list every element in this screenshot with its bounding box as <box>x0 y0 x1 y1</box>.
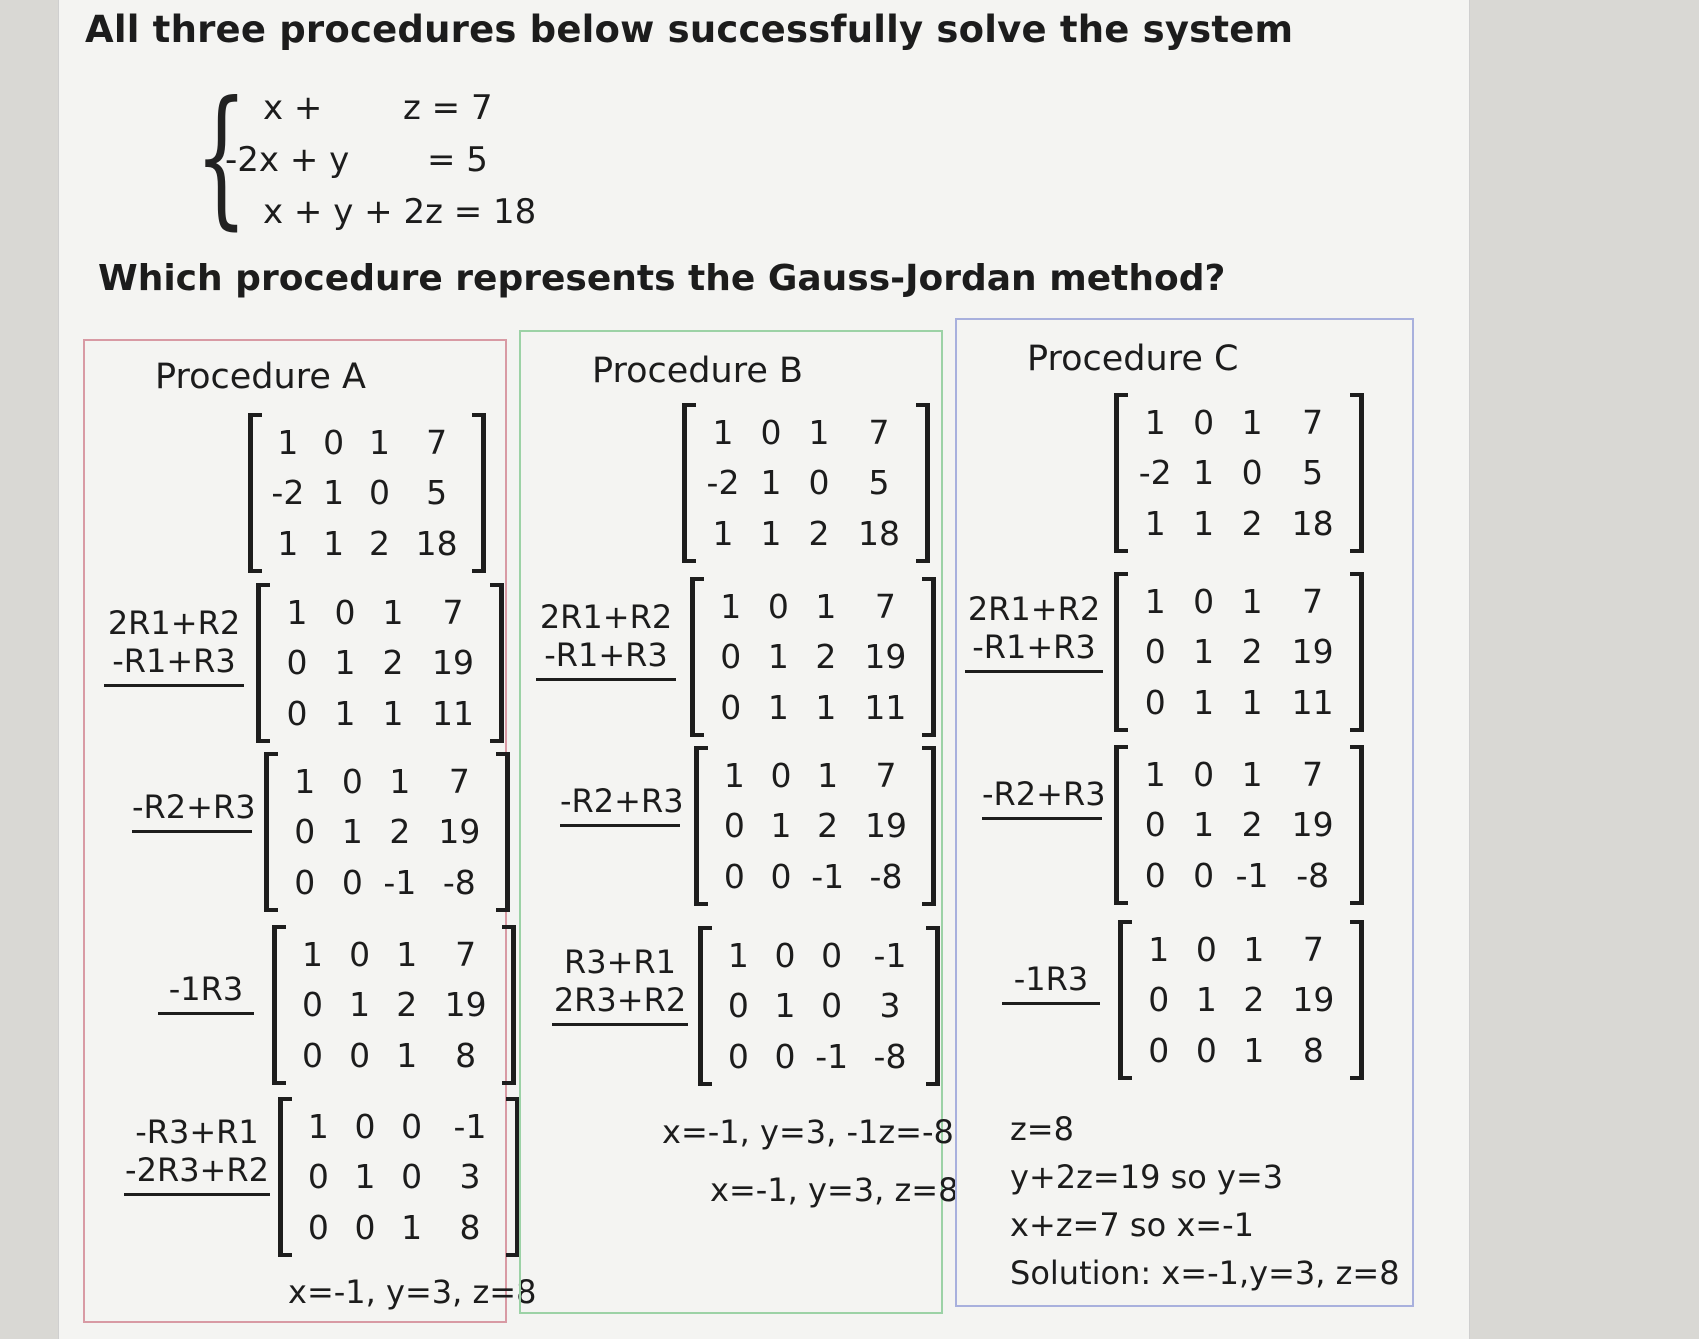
bracket-corner <box>472 569 486 573</box>
eq3: x + y + 2z = 18 <box>263 192 537 232</box>
bracket-corner <box>1114 572 1128 576</box>
bracket-corner <box>1350 1076 1364 1080</box>
matrix-entry: 0 <box>294 863 316 903</box>
bracket-corner <box>1350 920 1364 924</box>
row-operation: -1R3 <box>1013 960 1089 998</box>
row-operation: -R1+R3 <box>112 642 236 680</box>
matrix-entry: 0 <box>770 857 792 897</box>
bracket-corner <box>916 559 930 563</box>
matrix-entry: 2 <box>1241 504 1263 544</box>
matrix-entry: 8 <box>1302 1031 1324 1071</box>
matrix-entry: 0 <box>302 1036 324 1076</box>
matrix-entry: 0 <box>1144 805 1166 845</box>
matrix-entry: 0 <box>341 761 363 801</box>
matrix-entry: -2 <box>271 473 305 513</box>
row-operation: -R3+R1 <box>135 1113 259 1151</box>
matrix-entry: 1 <box>368 422 390 462</box>
matrix-entry: -8 <box>1296 856 1330 896</box>
matrix-entry: 1 <box>341 812 363 852</box>
matrix-entry: 0 <box>1144 856 1166 896</box>
matrix-entry: 1 <box>1241 581 1263 621</box>
matrix-entry: 1 <box>1144 504 1166 544</box>
matrix-entry: 1 <box>815 586 837 626</box>
bracket-corner <box>690 733 704 737</box>
bracket-corner <box>694 902 708 906</box>
proc-b-op-1 <box>536 598 676 681</box>
bracket-corner <box>278 1097 292 1101</box>
row-operation: 2R1+R2 <box>539 598 673 636</box>
operation-arrow-line <box>982 817 1102 820</box>
proc-c-matrix-2 <box>1114 745 1364 905</box>
matrix-entry: 0 <box>401 1157 423 1197</box>
bracket-corner <box>278 1253 292 1257</box>
proc-c-op-3 <box>1002 960 1100 1005</box>
matrix-entry: 1 <box>720 586 742 626</box>
matrix-entry: 5 <box>426 473 448 513</box>
matrix-entry: 1 <box>323 473 345 513</box>
proc-a-matrix-2 <box>264 752 510 912</box>
question-prompt: Which procedure represents the Gauss-Jordan method? <box>98 258 1226 299</box>
bracket-corner <box>256 739 270 743</box>
matrix-entry: 1 <box>1193 683 1215 723</box>
matrix-entry: 1 <box>723 755 745 795</box>
matrix-entry: 0 <box>1144 632 1166 672</box>
matrix-entry: 1 <box>767 688 789 728</box>
operation-arrow-line <box>560 824 680 827</box>
matrix-entry: 0 <box>341 863 363 903</box>
bracket-corner <box>926 926 940 930</box>
matrix-entry: 0 <box>354 1208 376 1248</box>
matrix-entry: 1 <box>1241 683 1263 723</box>
matrix-entry: -1 <box>811 857 845 897</box>
matrix-entry: 0 <box>349 1036 371 1076</box>
matrix-entry: 0 <box>307 1208 329 1248</box>
matrix-entry: 0 <box>286 694 308 734</box>
matrix-entry: -2 <box>706 463 740 503</box>
row-operation: -2R3+R2 <box>125 1151 269 1189</box>
proc-b-matrix-2 <box>694 746 936 906</box>
matrix-entry: -1 <box>383 863 417 903</box>
bracket-corner <box>922 902 936 906</box>
matrix-entry: 0 <box>334 592 356 632</box>
matrix-entry: 0 <box>1148 980 1170 1020</box>
operation-arrow-line <box>104 684 244 687</box>
bracket-corner <box>682 559 696 563</box>
proc-a-matrix-0 <box>248 413 486 573</box>
matrix-entry: -8 <box>442 863 476 903</box>
bracket-corner <box>272 925 286 929</box>
matrix-entry: 0 <box>727 986 749 1026</box>
bracket-corner <box>1350 728 1364 732</box>
operation-arrow-line <box>132 830 252 833</box>
proc-b-matrix-0 <box>682 403 930 563</box>
matrix-entry: 0 <box>760 412 782 452</box>
bracket-corner <box>490 583 504 587</box>
matrix-entry: 1 <box>767 637 789 677</box>
matrix-entry: 0 <box>821 935 843 975</box>
bracket-corner <box>698 926 712 930</box>
bracket-corner <box>472 413 486 417</box>
matrix-entry: 7 <box>442 592 464 632</box>
proc-c-op-1 <box>965 590 1103 673</box>
matrix-entry: 1 <box>302 934 324 974</box>
matrix-entry: 18 <box>858 514 900 554</box>
matrix-entry: 1 <box>1148 929 1170 969</box>
matrix-entry: 5 <box>1302 453 1324 493</box>
bracket-corner <box>1350 745 1364 749</box>
row-operation: 2R1+R2 <box>967 590 1101 628</box>
bracket-corner <box>502 925 516 929</box>
row-operation: 2R1+R2 <box>107 604 241 642</box>
matrix-entry: 2 <box>1241 805 1263 845</box>
bracket-corner <box>1114 549 1128 553</box>
matrix-entry: 1 <box>396 934 418 974</box>
bracket-corner <box>1350 901 1364 905</box>
bracket-corner <box>496 752 510 756</box>
matrix-grid <box>273 587 489 739</box>
matrix-entry: 0 <box>302 985 324 1025</box>
proc-a-matrix-4 <box>278 1097 520 1257</box>
matrix-entry: 0 <box>774 935 796 975</box>
proc-a-matrix-1 <box>256 583 504 743</box>
matrix-entry: 0 <box>401 1106 423 1146</box>
matrix-entry: 2 <box>815 637 837 677</box>
matrix-entry: 1 <box>808 412 830 452</box>
matrix-entry: 1 <box>770 806 792 846</box>
proc-a-op-2 <box>132 788 256 833</box>
bracket-corner <box>264 908 278 912</box>
matrix-entry: 0 <box>1144 683 1166 723</box>
matrix-entry: 0 <box>720 637 742 677</box>
row-operation: -R1+R3 <box>544 636 668 674</box>
matrix-grid <box>715 930 925 1082</box>
matrix-entry: 0 <box>1195 1031 1217 1071</box>
matrix-entry: 1 <box>1193 504 1215 544</box>
matrix-entry: 0 <box>294 812 316 852</box>
matrix-entry: 1 <box>389 761 411 801</box>
matrix-entry: 1 <box>1193 632 1215 672</box>
bracket-corner <box>272 1081 286 1085</box>
matrix-entry: 1 <box>323 524 345 564</box>
matrix-entry: 3 <box>459 1157 481 1197</box>
matrix-entry: 19 <box>438 812 481 852</box>
matrix-entry: 1 <box>1195 980 1217 1020</box>
matrix-entry: 0 <box>323 422 345 462</box>
proc-c-step-2: y+2z=19 so y=3 <box>1010 1158 1284 1196</box>
matrix-grid <box>281 756 495 908</box>
matrix-entry: 1 <box>307 1106 329 1146</box>
bracket-corner <box>694 746 708 750</box>
bracket-corner <box>1114 901 1128 905</box>
eq2-right: = 5 <box>427 140 488 180</box>
matrix-entry: -2 <box>1138 453 1172 493</box>
matrix-entry: 7 <box>868 412 890 452</box>
matrix-entry: 2 <box>1243 980 1265 1020</box>
matrix-entry: 19 <box>1291 805 1334 845</box>
matrix-entry: 1 <box>294 761 316 801</box>
matrix-entry: 7 <box>448 761 470 801</box>
bracket-corner <box>922 577 936 581</box>
matrix-entry: -1 <box>1235 856 1269 896</box>
operation-arrow-line <box>536 678 676 681</box>
matrix-entry: 1 <box>1144 402 1166 442</box>
matrix-entry: 1 <box>817 755 839 795</box>
matrix-entry: 0 <box>821 986 843 1026</box>
matrix-entry: 7 <box>1302 929 1324 969</box>
matrix-grid <box>289 929 501 1081</box>
question-title: All three procedures below successfully solve the system <box>85 8 1294 51</box>
bracket-corner <box>1118 1076 1132 1080</box>
matrix-entry: 1 <box>1193 805 1215 845</box>
matrix-entry: 7 <box>1302 754 1324 794</box>
matrix-entry: 11 <box>864 688 907 728</box>
matrix-entry: 2 <box>389 812 411 852</box>
matrix-entry: 1 <box>277 422 299 462</box>
matrix-entry: 2 <box>808 514 830 554</box>
eq1-right: z = 7 <box>403 88 493 128</box>
matrix-entry: 2 <box>368 524 390 564</box>
matrix-entry: 1 <box>1243 929 1265 969</box>
matrix-entry: 1 <box>1144 754 1166 794</box>
proc-c-matrix-0 <box>1114 393 1364 553</box>
matrix-entry: 0 <box>1148 1031 1170 1071</box>
matrix-entry: 19 <box>1292 980 1335 1020</box>
procedure-b-title: Procedure B <box>592 351 803 391</box>
matrix-entry: 1 <box>334 694 356 734</box>
matrix-entry: 19 <box>1291 632 1334 672</box>
matrix-entry: 11 <box>1291 683 1334 723</box>
matrix-entry: 1 <box>334 643 356 683</box>
matrix-entry: 1 <box>760 514 782 554</box>
bracket-corner <box>1118 920 1132 924</box>
matrix-grid <box>295 1101 505 1253</box>
proc-b-op-3 <box>552 943 688 1026</box>
matrix-entry: 1 <box>1241 402 1263 442</box>
matrix-grid <box>1135 924 1349 1076</box>
proc-a-answer: x=-1, y=3, z=8 <box>288 1273 537 1311</box>
matrix-entry: 19 <box>865 806 907 846</box>
matrix-entry: 0 <box>727 1037 749 1077</box>
bracket-corner <box>1350 393 1364 397</box>
matrix-entry: 8 <box>459 1208 481 1248</box>
matrix-entry: 1 <box>1144 581 1166 621</box>
matrix-entry: 1 <box>286 592 308 632</box>
matrix-entry: 7 <box>874 586 896 626</box>
matrix-entry: 2 <box>382 643 404 683</box>
bracket-corner <box>926 1082 940 1086</box>
matrix-entry: 3 <box>879 986 901 1026</box>
matrix-entry: -8 <box>873 1037 907 1077</box>
matrix-entry: -1 <box>873 935 907 975</box>
matrix-grid <box>711 750 921 902</box>
matrix-entry: 19 <box>432 643 474 683</box>
matrix-entry: 0 <box>720 688 742 728</box>
matrix-entry: 1 <box>727 935 749 975</box>
matrix-entry: 11 <box>432 694 474 734</box>
procedure-c-title: Procedure C <box>1027 339 1239 379</box>
proc-c-step-1: z=8 <box>1010 1110 1074 1148</box>
proc-c-op-2 <box>982 775 1106 820</box>
row-operation: -R2+R3 <box>132 788 256 826</box>
matrix-entry: 2 <box>817 806 839 846</box>
bracket-corner <box>506 1253 520 1257</box>
matrix-entry: 0 <box>1193 856 1215 896</box>
matrix-entry: 0 <box>774 1037 796 1077</box>
matrix-entry: 0 <box>1193 402 1215 442</box>
bracket-corner <box>1350 549 1364 553</box>
matrix-entry: 8 <box>455 1036 477 1076</box>
proc-c-solution: Solution: x=-1,y=3, z=8 <box>1010 1254 1400 1292</box>
matrix-entry: 0 <box>307 1157 329 1197</box>
matrix-entry: 18 <box>1291 504 1334 544</box>
bracket-corner <box>698 1082 712 1086</box>
bracket-corner <box>1114 745 1128 749</box>
bracket-corner <box>248 569 262 573</box>
matrix-entry: 7 <box>1302 581 1324 621</box>
proc-a-op-1 <box>104 604 244 687</box>
matrix-entry: 1 <box>382 694 404 734</box>
bracket-corner <box>506 1097 520 1101</box>
operation-arrow-line <box>158 1012 254 1015</box>
bracket-corner <box>490 739 504 743</box>
bracket-corner <box>690 577 704 581</box>
operation-arrow-line <box>1002 1002 1100 1005</box>
equation-system <box>195 70 537 258</box>
matrix-entry: 7 <box>875 755 897 795</box>
matrix-entry: 0 <box>349 934 371 974</box>
matrix-entry: 1 <box>349 985 371 1025</box>
bracket-corner <box>264 752 278 756</box>
bracket-corner <box>682 403 696 407</box>
matrix-entry: -1 <box>453 1106 487 1146</box>
matrix-entry: 1 <box>712 412 734 452</box>
matrix-entry: 1 <box>382 592 404 632</box>
matrix-entry: 0 <box>1241 453 1263 493</box>
proc-a-matrix-3 <box>272 925 516 1085</box>
matrix-entry: 0 <box>723 857 745 897</box>
bracket-corner <box>916 403 930 407</box>
row-operation: -R2+R3 <box>982 775 1106 813</box>
matrix-entry: 1 <box>277 524 299 564</box>
bracket-corner <box>496 908 510 912</box>
matrix-entry: 1 <box>1241 754 1263 794</box>
matrix-entry: 1 <box>401 1208 423 1248</box>
bracket-corner <box>1114 728 1128 732</box>
proc-b-answer-2: x=-1, y=3, z=8 <box>710 1171 959 1209</box>
matrix-entry: 0 <box>354 1106 376 1146</box>
matrix-entry: 2 <box>396 985 418 1025</box>
proc-c-matrix-3 <box>1118 920 1364 1080</box>
bracket-corner <box>248 413 262 417</box>
matrix-entry: 1 <box>354 1157 376 1197</box>
matrix-entry: 0 <box>770 755 792 795</box>
proc-c-step-3: x+z=7 so x=-1 <box>1010 1206 1254 1244</box>
bracket-corner <box>502 1081 516 1085</box>
matrix-entry: 1 <box>1193 453 1215 493</box>
bracket-corner <box>922 733 936 737</box>
matrix-grid <box>265 417 471 569</box>
matrix-entry: 1 <box>815 688 837 728</box>
matrix-entry: 2 <box>1241 632 1263 672</box>
proc-b-op-2 <box>560 782 684 827</box>
matrix-grid <box>1131 749 1349 901</box>
matrix-entry: 7 <box>1302 402 1324 442</box>
matrix-entry: 7 <box>455 934 477 974</box>
matrix-entry: 1 <box>760 463 782 503</box>
row-operation: -R2+R3 <box>560 782 684 820</box>
bracket-corner <box>1350 572 1364 576</box>
matrix-entry: 1 <box>396 1036 418 1076</box>
procedure-a-title: Procedure A <box>155 357 366 397</box>
matrix-entry: 5 <box>868 463 890 503</box>
matrix-entry: 0 <box>1195 929 1217 969</box>
row-operation: R3+R1 <box>564 943 676 981</box>
matrix-entry: -1 <box>815 1037 849 1077</box>
bracket-corner <box>1114 393 1128 397</box>
operation-arrow-line <box>552 1023 688 1026</box>
row-operation: 2R3+R2 <box>553 981 687 1019</box>
matrix-entry: 0 <box>808 463 830 503</box>
row-operation: -1R3 <box>168 970 244 1008</box>
bracket-corner <box>256 583 270 587</box>
proc-b-matrix-1 <box>690 577 936 737</box>
row-operation: -R1+R3 <box>972 628 1096 666</box>
matrix-entry: 18 <box>415 524 458 564</box>
matrix-entry: 0 <box>1193 581 1215 621</box>
matrix-entry: 1 <box>1243 1031 1265 1071</box>
matrix-entry: 1 <box>774 986 796 1026</box>
matrix-grid <box>1131 397 1349 549</box>
operation-arrow-line <box>965 670 1103 673</box>
matrix-entry: 0 <box>286 643 308 683</box>
eq2-left: -2x + y <box>225 140 350 180</box>
proc-c-matrix-1 <box>1114 572 1364 732</box>
matrix-entry: 0 <box>723 806 745 846</box>
operation-arrow-line <box>124 1193 270 1196</box>
bracket-corner <box>922 746 936 750</box>
matrix-grid <box>707 581 921 733</box>
eq1-left: x + <box>263 88 323 128</box>
matrix-grid <box>699 407 915 559</box>
proc-a-op-3 <box>158 970 254 1015</box>
proc-b-matrix-3 <box>698 926 940 1086</box>
matrix-entry: 7 <box>426 422 448 462</box>
matrix-entry: 0 <box>368 473 390 513</box>
matrix-entry: 0 <box>1193 754 1215 794</box>
matrix-entry: 1 <box>712 514 734 554</box>
matrix-entry: 19 <box>444 985 487 1025</box>
matrix-entry: 19 <box>864 637 907 677</box>
proc-a-op-4 <box>124 1113 270 1196</box>
proc-b-answer-1: x=-1, y=3, -1z=-8 <box>662 1113 954 1151</box>
matrix-entry: 0 <box>767 586 789 626</box>
left-brace: { <box>195 70 248 244</box>
matrix-entry: -8 <box>869 857 903 897</box>
matrix-grid <box>1131 576 1349 728</box>
